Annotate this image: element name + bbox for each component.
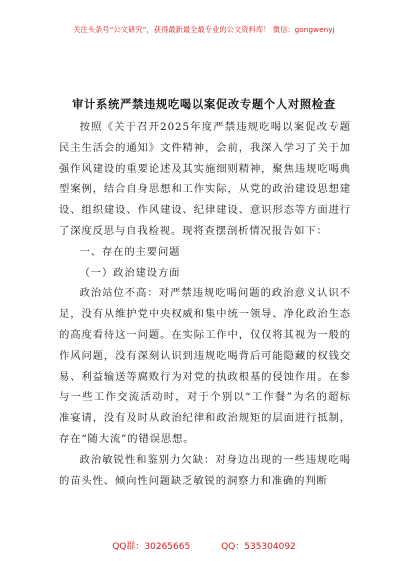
body-paragraph-1: 政治站位不高：对严禁违规吃喝问题的政治意义认识不足，没有从维护党中央权威和集中统一领导、净化政治生态的高度看待这一问题。在实际工作中，仅仅将其视为一般的作风问题，没有深刻认识到违规吃喝背后可能隐藏的权钱交易、利益输送等腐败行为对党的执政根基的侵蚀作用。在参与一些工作交流活动时，对于个别以“工作餐”为名的超标准宴请，没有及时从政治纪律和政治规矩的层面进行抵制，存在“随大流”的错误思想。 [59,287,351,445]
promo-banner: 关注头条号“公文研究”，获得最新最全最专业的公文资料库！ 微信：gongwenyj [73,25,335,34]
qq-group-text: QQ群：30265665 [112,542,191,552]
contact-footer [0,539,408,552]
body-paragraph-2: 政治敏锐性和鉴别力欠缺：对身边出现的一些违规吃喝的苗头性、倾向性问题缺乏敏锐的洞察力和准确的判断 [59,453,351,487]
intro-paragraph: 按照《关于召开2025年度严禁违规吃喝以案促改专题民主生活会的通知》文件精神，会前，我深入学习了关于加强作风建设的重要论述及其实施细则精神，聚焦违规吃喝典型案例，结合自身思想和工作实际，从党的政治建设思想建设、组织建设、作风建设、纪律建设、意识形态等方面进行了深度反思与自我检视。现将查摆剖析情况报告如下： [59,121,351,237]
document-title: 审计系统严禁违规吃喝以案促改专题个人对照检查 [72,97,336,111]
document-body [59,117,351,491]
qq-number-text: QQ：535304092 [221,542,296,552]
subsection-heading-1: （一）政治建设方面 [79,266,181,279]
section-heading-1: 一、存在的主要问题 [79,245,181,258]
